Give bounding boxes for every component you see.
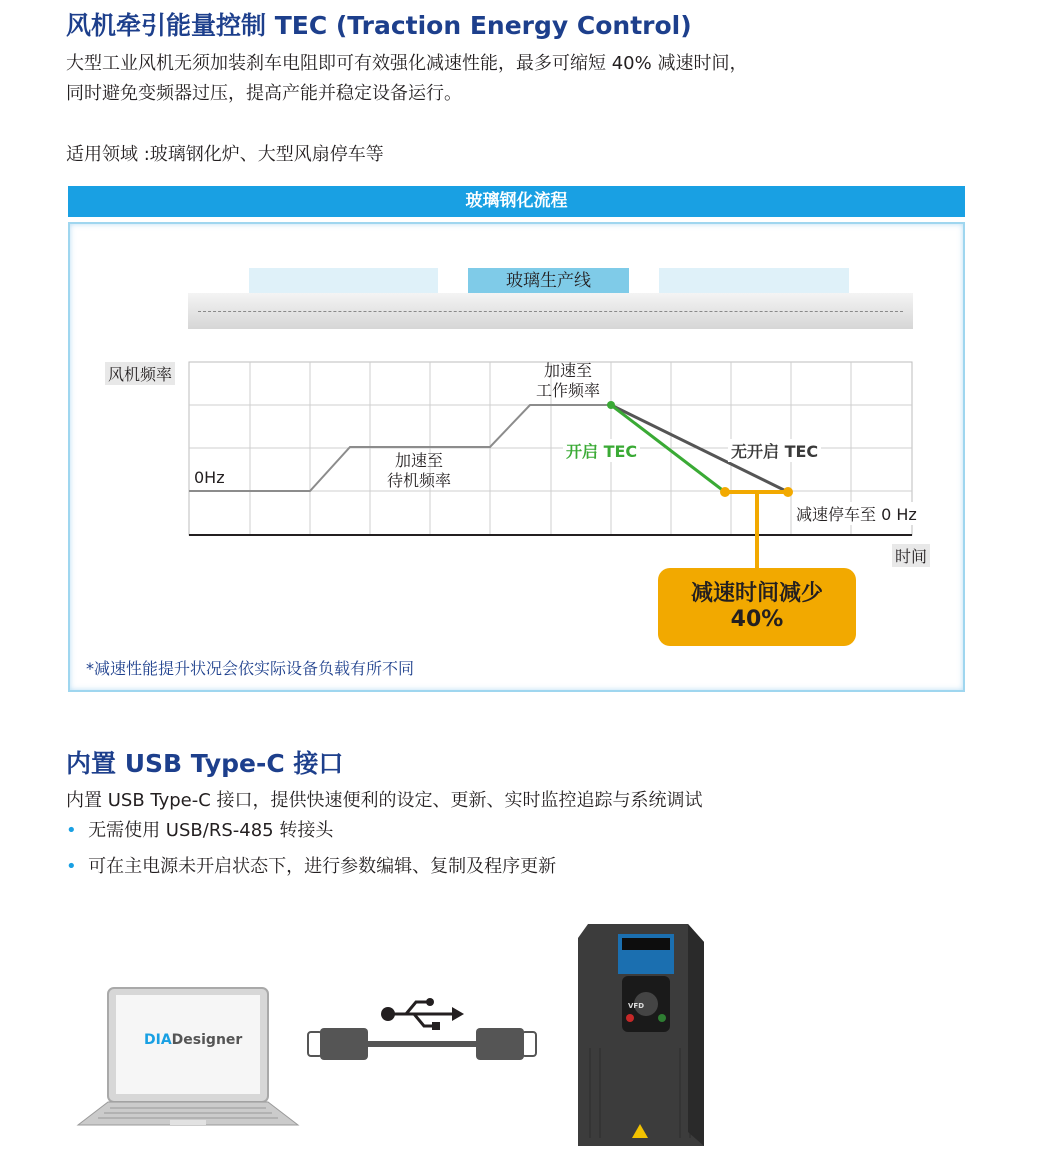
tec-application: 适用领域 :玻璃钢化炉、大型风扇停车等 <box>66 144 384 165</box>
tec-title: 风机牵引能量控制 TEC (Traction Energy Control) <box>66 11 692 40</box>
drive-label: VFD <box>628 1002 645 1010</box>
laptop-brand: DIADesigner <box>144 1032 243 1048</box>
accel-standby-label: 加速至 待机频率 <box>386 451 451 490</box>
tec-desc-line1: 大型工业风机无须加装刹车电阻即可有效强化减速性能，最多可缩短 40% 减速时间， <box>66 53 748 74</box>
decel-stop-label: 减速停车至 0 Hz <box>796 502 917 525</box>
usb-bullet-2: • 可在主电源未开启状态下，进行参数编辑、复制及程序更新 <box>66 856 557 877</box>
tec-on-label: 开启 TEC <box>563 439 640 462</box>
zero-hz-label: 0Hz <box>194 468 225 487</box>
laptop-icon <box>70 980 310 1140</box>
y-axis-label: 风机频率 <box>105 362 175 385</box>
production-line-label: 玻璃生产线 <box>506 271 591 291</box>
usb-icon <box>378 996 468 1032</box>
usb-title: 内置 USB Type-C 接口 <box>66 749 344 778</box>
diagram-note: *减速性能提升状况会依实际设备负载有所不同 <box>86 659 415 678</box>
usb-desc: 内置 USB Type-C 接口，提供快速便利的设定、更新、实时监控追踪与系统调试 <box>66 790 703 811</box>
tec-off-label: 无开启 TEC <box>728 439 821 462</box>
tec-desc-line2: 同时避免变频器过压，提高产能并稳定设备运行。 <box>66 83 462 104</box>
usb-bullet-1: • 无需使用 USB/RS-485 转接头 <box>66 820 334 841</box>
accel-work-label: 加速至 工作频率 <box>535 361 600 400</box>
process-banner: 玻璃钢化流程 <box>68 186 965 217</box>
drive-icon <box>570 918 710 1150</box>
x-axis-label: 时间 <box>892 544 930 567</box>
time-reduction-callout: 减速时间减少 40% <box>658 568 856 646</box>
